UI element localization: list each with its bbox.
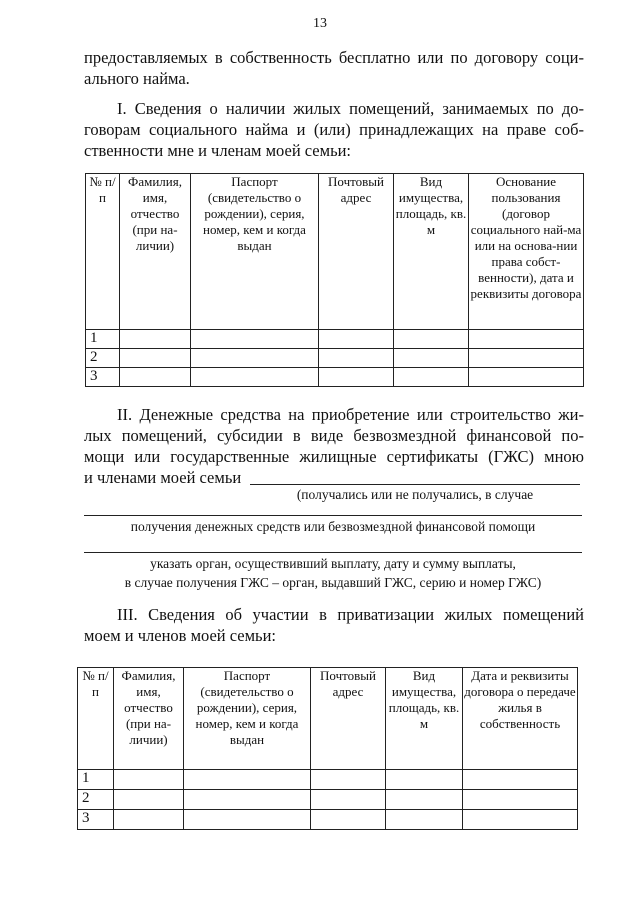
section-2-heading: [84, 404, 584, 488]
cell-empty[interactable]: [114, 790, 184, 810]
header-property-type: Вид имущества, площадь, кв. м: [394, 174, 469, 330]
section-3-heading: [84, 604, 584, 646]
header-name: Фамилия, имя, отчество (при на-личии): [120, 174, 191, 330]
hint-text: в случае получения ГЖС – орган, выдавший ГЖС, серию и номер ГЖС): [124, 575, 542, 590]
cell-empty[interactable]: [191, 330, 319, 349]
table-row: [86, 368, 584, 387]
table-row: [78, 770, 578, 790]
section-1-line: ственности мне и членам моей семьи:: [84, 141, 352, 160]
section-3-line: III. Сведения об участии в приватизации жилых помещений: [117, 605, 584, 624]
header-address: Почтовый адрес: [319, 174, 394, 330]
cell-empty[interactable]: [184, 770, 311, 790]
table-privatization: [77, 667, 578, 830]
cell-empty[interactable]: [463, 790, 578, 810]
hint-text: (получались или не получались, в случае: [296, 487, 534, 502]
cell-empty[interactable]: [386, 790, 463, 810]
table-row: [78, 810, 578, 830]
section-1-line: говорам социального найма и (или) принадлежащих на праве соб-: [84, 120, 584, 139]
cell-empty[interactable]: [120, 368, 191, 387]
header-address: Почтовый адрес: [311, 668, 386, 770]
header-passport: Паспорт (свидетельство о рождении), серия, номер, кем и когда выдан: [191, 174, 319, 330]
row-number: 1: [78, 770, 114, 790]
cell-empty[interactable]: [114, 770, 184, 790]
row-number: 2: [86, 349, 120, 368]
header-contract: Дата и реквизиты договора о передаче жилья в собственность: [463, 668, 578, 770]
section-2-line: и членами моей семьи: [84, 468, 242, 487]
row-number: 1: [86, 330, 120, 349]
cell-empty[interactable]: [184, 810, 311, 830]
cell-empty[interactable]: [184, 790, 311, 810]
cell-empty[interactable]: [120, 330, 191, 349]
cell-empty[interactable]: [394, 330, 469, 349]
header-number: № п/п: [78, 668, 114, 770]
cell-empty[interactable]: [394, 368, 469, 387]
cell-empty[interactable]: [319, 330, 394, 349]
cell-empty[interactable]: [319, 349, 394, 368]
cell-empty[interactable]: [463, 810, 578, 830]
row-number: 3: [86, 368, 120, 387]
intro-line: предоставляемых в собственность бесплатно или по договору соци-: [84, 48, 584, 67]
cell-empty[interactable]: [311, 770, 386, 790]
cell-empty[interactable]: [469, 330, 584, 349]
cell-empty[interactable]: [463, 770, 578, 790]
cell-empty[interactable]: [191, 368, 319, 387]
table-header-row: [86, 174, 584, 330]
header-number: № п/п: [86, 174, 120, 330]
table-row: [86, 330, 584, 349]
cell-empty[interactable]: [386, 770, 463, 790]
intro-paragraph: [84, 47, 584, 89]
cell-empty[interactable]: [311, 810, 386, 830]
table-row: [78, 790, 578, 810]
cell-empty[interactable]: [319, 368, 394, 387]
cell-empty[interactable]: [114, 810, 184, 830]
cell-empty[interactable]: [386, 810, 463, 830]
table-header-row: [78, 668, 578, 770]
header-name: Фамилия, имя, отчество (при на-личии): [114, 668, 184, 770]
row-number: 2: [78, 790, 114, 810]
hint-text: указать орган, осуществивший выплату, дату и сумму выплаты,: [150, 556, 516, 571]
fill-line[interactable]: [84, 552, 582, 553]
header-basis: Основание пользования (договор социального най-ма или на основа-нии права собст-венности), дата и реквизиты договора: [469, 174, 584, 330]
row-number: 3: [78, 810, 114, 830]
cell-empty[interactable]: [120, 349, 191, 368]
section-1-line: I. Сведения о наличии жилых помещений, занимаемых по до-: [117, 99, 584, 118]
header-property-type: Вид имущества, площадь, кв. м: [386, 668, 463, 770]
page-number: 13: [313, 16, 327, 31]
table-row: [86, 349, 584, 368]
cell-empty[interactable]: [394, 349, 469, 368]
section-2-line: II. Денежные средства на приобретение или строительство жи-: [117, 405, 584, 424]
cell-empty[interactable]: [469, 368, 584, 387]
hint-text: получения денежных средств или безвозмездной финансовой помощи: [130, 519, 536, 534]
table-housing: [85, 173, 584, 387]
section-2-line: мощи или государственные жилищные сертификаты (ГЖС) мною: [84, 447, 584, 466]
section-1-heading: [84, 98, 584, 161]
fill-line[interactable]: [250, 484, 580, 485]
fill-line[interactable]: [84, 515, 582, 516]
section-2-line: лых помещений, субсидии в виде безвозмездной финансовой по-: [84, 426, 584, 445]
cell-empty[interactable]: [191, 349, 319, 368]
intro-line: ального найма.: [84, 69, 190, 88]
cell-empty[interactable]: [469, 349, 584, 368]
section-3-line: моем и членов моей семьи:: [84, 626, 276, 645]
cell-empty[interactable]: [311, 790, 386, 810]
header-passport: Паспорт (свидетельство о рождении), серия, номер, кем и когда выдан: [184, 668, 311, 770]
